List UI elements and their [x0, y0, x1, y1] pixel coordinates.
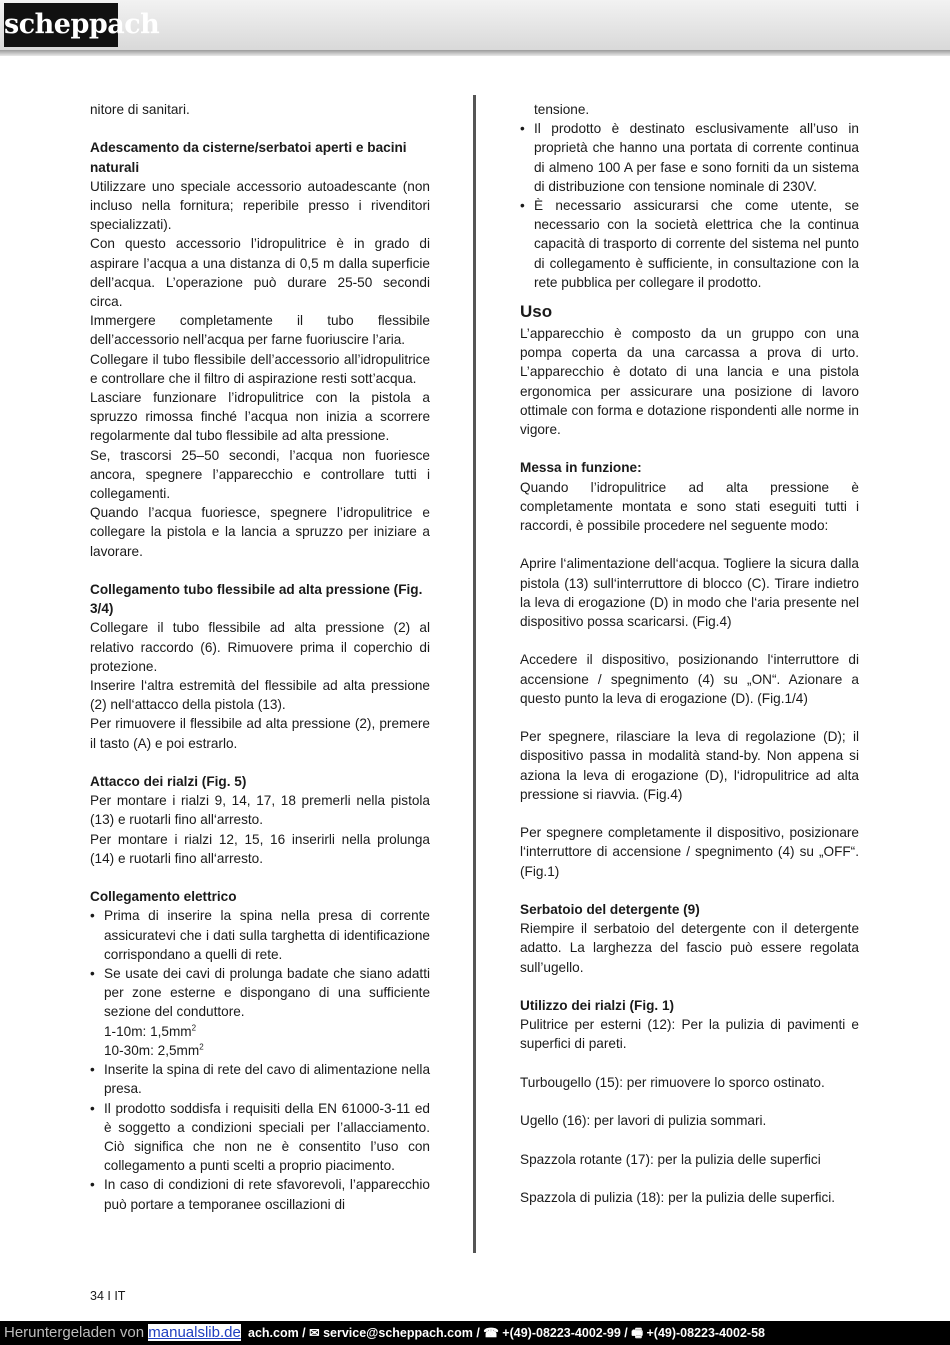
bullet-icon: •	[520, 121, 525, 137]
paragraph: Se, trascorsi 25–50 secondi, l’acqua non fuoriesce ancora, spegnere l’apparecchio e controllare tutti i collegamenti.	[90, 447, 430, 502]
list-item: • Inserite la spina di rete del cavo di alimentazione nella presa.	[90, 1062, 430, 1097]
paragraph: Aprire l‘alimentazione dell‘acqua. Togliere la sicura dalla pistola (13) sull‘interruttore di blocco (C). Tirare indietro la leva di erogazione (D) in modo che l‘aria presente nel dispositivo possa scaricarsi. (Fig.4)	[520, 556, 859, 630]
section-heading: Utilizzo dei rialzi (Fig. 1)	[520, 998, 675, 1014]
paragraph: Per montare i rialzi 9, 14, 17, 18 premerli nella pistola (13) e ruotarli fino all‘arresto.	[90, 793, 430, 828]
manualslib-link[interactable]: manualslib.de	[148, 1324, 241, 1341]
paragraph: Lasciare funzionare l’idropulitrice con la pistola a spruzzo rimossa finché l’acqua non inizia a scorrere regolarmente dal tubo flessibile ad alta pressione.	[90, 390, 430, 444]
paragraph: Collegare il tubo flessibile ad alta pressione (2) al relativo raccordo (6). Rimuovere prima il coperchio di protezione.	[90, 620, 430, 674]
header-divider	[0, 50, 950, 56]
paragraph: Quando l’acqua fuoriesce, spegnere l’idropulitrice e collegare la pistola e la lancia a spruzzo per iniziare a lavorare.	[90, 505, 430, 559]
bullet-icon: •	[90, 1100, 95, 1116]
cable-length-1: 1-10m: $1,5mm^2$	[104, 1023, 197, 1039]
right-column	[520, 100, 859, 1207]
bullet-icon: •	[90, 1177, 95, 1193]
bullet-icon: •	[90, 966, 95, 982]
section-heading: Messa in funzione:	[520, 460, 642, 476]
section-heading: Adescamento da cisterne/serbatoi aperti e bacini naturali	[90, 140, 407, 175]
footer-bar	[0, 1321, 950, 1345]
list-item: • Il prodotto è destinato esclusivamente all’uso in proprietà che hanno una portata di corrente continua di almeno 100 A per fase e sono forniti da un sistema di distribuzione con tensione nominale di 230V.	[520, 121, 859, 194]
bullet-icon: •	[90, 908, 95, 924]
paragraph: Per montare i rialzi 12, 15, 16 inserirli nella prolunga (14) e ruotarli fino all‘arresto.	[90, 831, 430, 866]
paragraph: Inserire l‘altra estremità del flessibile ad alta pressione (2) nell‘attacco della pistola (13).	[90, 678, 430, 713]
bullet-icon: •	[90, 1062, 95, 1078]
paragraph: Collegare il tubo flessibile dell’accessorio all’idropulitrice e controllare che il filtro di aspirazione resti sott’acqua.	[90, 351, 430, 386]
list-item: • È necessario assicurarsi che come utente, se necessario con la società elettrica che la continua capacità di trasporto di corrente del sistema nel punto di collegamento è sufficiente, in consultazione con la rete pubblica per collegare il prodotto.	[520, 198, 859, 290]
paragraph: Riempire il serbatoio del detergente con il detergente adatto. La larghezza del fascio può essere regolata sull’ugello.	[520, 921, 859, 975]
paragraph: Immergere completamente il tubo flessibile dell’accessorio nell’acqua per farne fuoriuscire l’aria.	[90, 313, 430, 348]
paragraph: tensione.	[534, 102, 590, 117]
paragraph: Turbougello (15): per rimuovere lo sporco ostinato.	[520, 1074, 825, 1090]
section-heading: Serbatoio del detergente (9)	[520, 902, 700, 918]
section-heading: Attacco dei rialzi (Fig. 5)	[90, 774, 247, 790]
left-column	[90, 100, 430, 1214]
paragraph: Accedere il dispositivo, posizionando l‘interruttore di accensione / spegnimento (4) su „ON“. Azionare a questo punto la leva di erogazione (D). (Fig.1/4)	[520, 652, 859, 706]
bullet-list	[520, 119, 859, 292]
list-item: • Prima di inserire la spina nella presa di corrente assicuratevi che i dati sulla targhetta di identificazione corrispondano a quelli di rete.	[90, 908, 430, 962]
header-bar	[0, 0, 950, 50]
paragraph: Con questo accessorio l’idropulitrice è in grado di aspirare l’acqua a una distanza di 0,5 m dalla superficie dell’acqua. L’operazione può durare 25-50 secondi circa.	[90, 236, 430, 310]
bullet-icon: •	[520, 198, 525, 214]
section-title: Uso	[520, 302, 553, 322]
paragraph: Pulitrice per esterni (12): Per la pulizia di pavimenti e superfici di pareti.	[520, 1017, 859, 1052]
paragraph: L’apparecchio è composto da un gruppo con una pompa coperta da una carcassa a prova di urto. L’apparecchio è dotato di una lancia e una pistola ergonomica per assicurare una posizione di lavoro ottimale con forma e dotazione rispondenti alle norme in vigore.	[520, 326, 859, 438]
section-heading: Collegamento tubo flessibile ad alta pressione (Fig. 3/4)	[90, 582, 423, 617]
list-item: • Il prodotto soddisfa i requisiti della EN 61000-3-11 ed è soggetto a condizioni speciali per l’allacciamento. Ciò significa che non ne è consentito l’uso con collegamento a punti scelti a proprio piacimento.	[90, 1100, 430, 1174]
paragraph: Per spegnere completamente il dispositivo, posizionare l‘interruttore di accensione / spegnimento (4) su „OFF“. (Fig.1)	[520, 825, 859, 879]
contact-info: ach.com / ✉ service@scheppach.com / ☎ +(49)-08223-4002-99 / 🖷 +(49)-08223-4002-58	[248, 1326, 765, 1340]
cable-length-2: 10-30m: $2,5mm^2$	[104, 1042, 204, 1058]
column-divider	[473, 95, 476, 1253]
list-item: • In caso di condizioni di rete sfavorevoli, l’apparecchio può portare a temporanee oscillazioni di	[90, 1177, 430, 1212]
paragraph: Spazzola rotante (17): per la pulizia delle superfici	[520, 1151, 821, 1167]
paragraph: Utilizzare uno speciale accessorio autoadescante (non incluso nella fornitura; reperibile presso i rivenditori specializzati).	[90, 178, 430, 233]
bullet-list	[90, 906, 430, 1213]
paragraph: Per spegnere, rilasciare la leva di regolazione (D); il dispositivo passa in modalità stand-by. Non appena si aziona la leva di erogazione (D), l‘idropulitrice ad alta pressione si riavvia. (Fig.4)	[520, 729, 859, 802]
paragraph: Spazzola di pulizia (18): per la pulizia delle superfici.	[520, 1190, 836, 1205]
brand-logo: scheppach	[4, 3, 118, 47]
page-number: 34 I IT	[90, 1289, 126, 1303]
paragraph: nitore di sanitari.	[90, 102, 190, 117]
section-heading: Collegamento elettrico	[90, 889, 237, 905]
paragraph: Per rimuovere il flessibile ad alta pressione (2), premere il tasto (A) e poi estrarlo.	[90, 716, 430, 751]
list-item: • Se usate dei cavi di prolunga badate che siano adatti per zone esterne e dispongano di una sufficiente sezione del conduttore. 1-10m: $1,5mm^2$ 10-30m: $2,5mm^2$	[90, 964, 430, 1060]
paragraph: Quando l’idropulitrice ad alta pressione è completamente montata e sono stati eseguiti tutti i raccordi, è possibile procedere nel seguente modo:	[520, 479, 859, 534]
download-notice: Heruntergeladen von manualslib.de	[4, 1324, 241, 1341]
paragraph: Ugello (16): per lavori di pulizia sommari.	[520, 1113, 767, 1129]
